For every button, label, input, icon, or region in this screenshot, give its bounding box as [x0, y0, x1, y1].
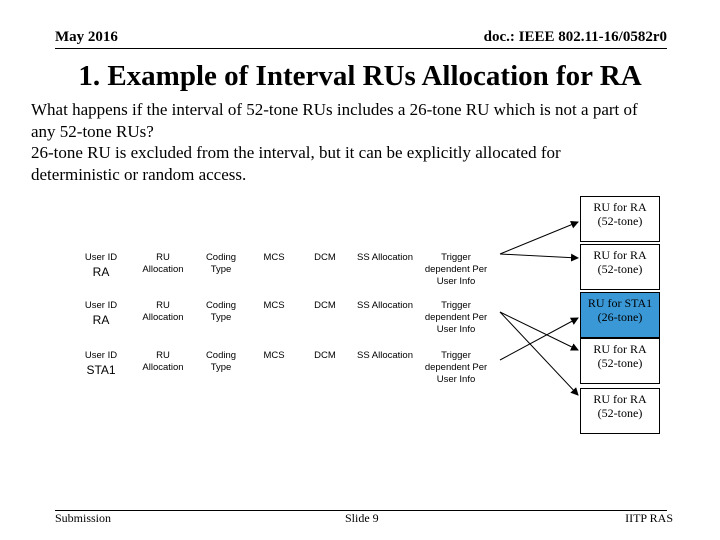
user-info-ss-allocation-label: SS Allocation [357, 300, 413, 311]
footer-org: IITP RAS [625, 511, 673, 525]
ru-block-label: RU for RA [593, 342, 647, 356]
arrow-row2-to-ru1 [500, 222, 578, 254]
header-date: May 2016 [55, 29, 118, 45]
user-info-dcm-label: DCM [314, 252, 336, 263]
user-info-ru-allocation-label: RU Allocation [142, 350, 184, 373]
user-info-mcs-label: MCS [263, 300, 285, 311]
arrow-row1-to-ru2 [500, 254, 578, 258]
ru-block [580, 292, 660, 338]
ru-block-tone: (52-tone) [597, 356, 643, 370]
user-info-ru-allocation-label: RU Allocation [142, 252, 184, 275]
user-info-ru-allocation-label: RU Allocation [142, 300, 184, 323]
footer-submission: Submission [55, 511, 112, 525]
user-info-mcs-label: MCS [263, 350, 285, 361]
user-info-trigger-label: Trigger dependent Per User Info [424, 300, 488, 335]
ru-block-tone: (52-tone) [597, 406, 643, 420]
ru-block-label: RU for RA [593, 392, 647, 406]
arrow-row2-to-ru4 [500, 312, 578, 350]
header-divider [55, 48, 667, 49]
user-info-user-id-label: User ID [84, 252, 118, 263]
user-id-value: RA [92, 265, 110, 279]
user-info-coding-type-label: Coding Type [205, 252, 237, 275]
ru-block-tone: (52-tone) [597, 214, 643, 228]
user-info-mcs-label: MCS [263, 252, 285, 263]
user-info-coding-type-label: Coding Type [205, 350, 237, 373]
user-info-trigger-label: Trigger dependent Per User Info [424, 350, 488, 385]
ru-block [580, 388, 660, 434]
user-id-value: RA [92, 313, 110, 327]
ru-block [580, 196, 660, 242]
slide-title: 1. Example of Interval RUs Allocation for RA [78, 60, 642, 92]
ru-block-label: RU for RA [593, 200, 647, 214]
user-info-ss-allocation-label: SS Allocation [357, 350, 413, 361]
user-info-dcm-label: DCM [314, 350, 336, 361]
ru-block-tone: (52-tone) [597, 262, 643, 276]
user-info-user-id-label: User ID [84, 350, 118, 361]
ru-block-label: RU for RA [593, 248, 647, 262]
user-info-user-id-label: User ID [84, 300, 118, 311]
user-info-ss-allocation-label: SS Allocation [357, 252, 413, 263]
ru-block-tone: (26-tone) [597, 310, 643, 324]
body-line: deterministic or random access. [31, 164, 247, 184]
footer-slide-number: Slide 9 [345, 511, 379, 525]
user-info-coding-type-label: Coding Type [205, 300, 237, 323]
body-line: 26-tone RU is excluded from the interval, but it can be explicitly allocated for [31, 143, 561, 162]
arrow-row2-to-ru5 [500, 312, 578, 395]
body-line: What happens if the interval of 52-tone RUs includes a 26-tone RU which is not a part of [31, 100, 638, 119]
ru-block [580, 338, 660, 384]
header-doc-id: doc.: IEEE 802.11-16/0582r0 [483, 29, 667, 45]
user-info-trigger-label: Trigger dependent Per User Info [424, 252, 488, 287]
body-line: any 52-tone RUs? [31, 121, 154, 141]
user-id-value: STA1 [86, 363, 116, 377]
ru-block-label: RU for STA1 [587, 296, 653, 310]
body-text [31, 99, 691, 185]
user-info-dcm-label: DCM [314, 300, 336, 311]
ru-block [580, 244, 660, 290]
arrow-row3-to-ru3 [500, 318, 578, 360]
